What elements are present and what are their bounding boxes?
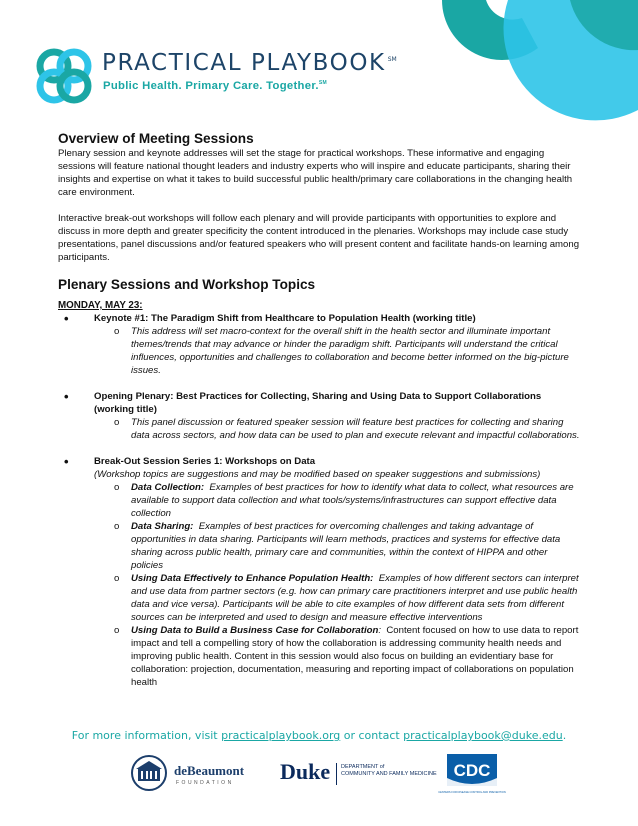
session-title: Keynote #1: The Paradigm Shift from Healthcare to Population Health (working title) xyxy=(94,313,476,324)
email-link[interactable]: practicalplaybook@duke.edu xyxy=(403,729,563,742)
sub-bullet-icon: o xyxy=(114,417,120,428)
bullet-icon: • xyxy=(64,389,69,404)
day-heading: MONDAY, MAY 23: xyxy=(58,300,143,311)
session-item xyxy=(58,455,580,468)
duke-divider xyxy=(336,763,337,785)
brand-title: PRACTICAL PLAYBOOK ℠ xyxy=(102,50,397,76)
workshop-item: o Data Collection: Examples of best practices for how to identify what data to collect, what resources are available to support data collection and what tools/systems/infrastructures can support effective data collection xyxy=(114,482,574,519)
debeaumont-sub: FOUNDATION xyxy=(176,780,234,786)
cdc-text: CDC xyxy=(453,761,491,780)
debeaumont-seal-icon xyxy=(128,754,170,792)
session-item xyxy=(58,312,580,325)
sub-bullet-icon: o xyxy=(114,521,120,532)
bullet-icon: • xyxy=(64,311,69,326)
sub-bullet-icon: o xyxy=(114,482,120,493)
session-title: Break-Out Session Series 1: Workshops on Data xyxy=(94,456,316,467)
workshop-item: o Using Data to Build a Business Case for Collaboration: Content focused on how to use data to report impact and tell a compelling story of how the collaboration is addressing community health needs and improving public health. Content in this session would also focus on building an evidentiary base for collaboration: projection, documentation, measuring and reporting impact of collaborations on population health xyxy=(114,625,579,688)
sub-bullet-icon: o xyxy=(114,326,120,337)
overview-para-1: Plenary session and keynote addresses will set the stage for practical workshops. These informative and engaging sessions will feature national thought leaders and industry experts who will inspire and educate participants, sharing their insights and expertise on what it takes to build successful public health/primary care collaborations in the changing health care environment. xyxy=(58,148,573,198)
bullet-icon: • xyxy=(64,454,69,469)
cdc-subtext: CENTERS FOR DISEASE CONTROL AND PREVENTION xyxy=(438,791,506,794)
sponsor-logos xyxy=(0,754,638,798)
session-desc: o This panel discussion or featured speaker session will feature best practices for collecting and sharing data across sectors, and how data can be used to plan and execute relevant and impactful collaborations. xyxy=(114,417,580,441)
sub-bullet-icon: o xyxy=(114,573,120,584)
footer-info: For more information, visit practicalplaybook.org or contact practicalplaybook@duke.edu. xyxy=(71,729,567,742)
corner-decoration xyxy=(430,0,638,130)
session-note: (Workshop topics are suggestions and may be modified based on speaker suggestions and submissions) xyxy=(94,469,541,480)
debeaumont-name: deBeaumont xyxy=(174,763,245,778)
workshop-item: o Using Data Effectively to Enhance Population Health: Examples of how different sectors can interpret and use data from partner sectors (e.g. how can primary care practitioners interpret and use public health data and vice versa). Participants will be able to cite examples of how different data sets from different sources can be interpreted and used to design and measure effective interventions xyxy=(114,573,579,623)
session-desc: o This address will set macro-context for the overall shift in the health sector and illuminate important themes/trends that may advance or hinder the paradigm shift. Participants will understand the critical influences, opportunities and challenges to collaboration and become better informed on the big-picture issues. xyxy=(114,326,569,376)
workshop-item: o Data Sharing: Examples of best practices for overcoming challenges and taking advantage of opportunities in data sharing. Participants will learn methods, practices and systems for effective data sharing across public health, primary care and communities, within the context of HIPPA and other policies xyxy=(114,521,561,571)
knot-logo-icon xyxy=(32,44,96,108)
practical-playbook-logo xyxy=(32,44,397,114)
cdc-logo-icon xyxy=(438,754,506,796)
sub-bullet-icon: o xyxy=(114,625,120,636)
brand-tagline: Public Health. Primary Care. Together.℠ xyxy=(103,80,327,92)
session-title: Opening Plenary: Best Practices for Collecting, Sharing and Using Data to Support Collaborations (working title) xyxy=(94,391,542,415)
duke-department: DEPARTMENT of COMMUNITY AND FAMILY MEDICINE xyxy=(341,764,437,777)
duke-name: Duke xyxy=(280,759,331,784)
overview-para-2: Interactive break-out workshops will follow each plenary and will provide participants with opportunities to explore and discuss in more depth and greater specificity the content introduced in the plenaries. Workshops may include case study presentations, panel discussions and/or featured speakers who will present content and facilitate hands-on learning among participants. xyxy=(58,213,580,263)
main-content xyxy=(58,130,580,689)
website-link[interactable]: practicalplaybook.org xyxy=(221,729,341,742)
session-item xyxy=(58,390,580,416)
plenary-heading: Plenary Sessions and Workshop Topics xyxy=(58,277,316,292)
overview-heading: Overview of Meeting Sessions xyxy=(58,131,254,146)
